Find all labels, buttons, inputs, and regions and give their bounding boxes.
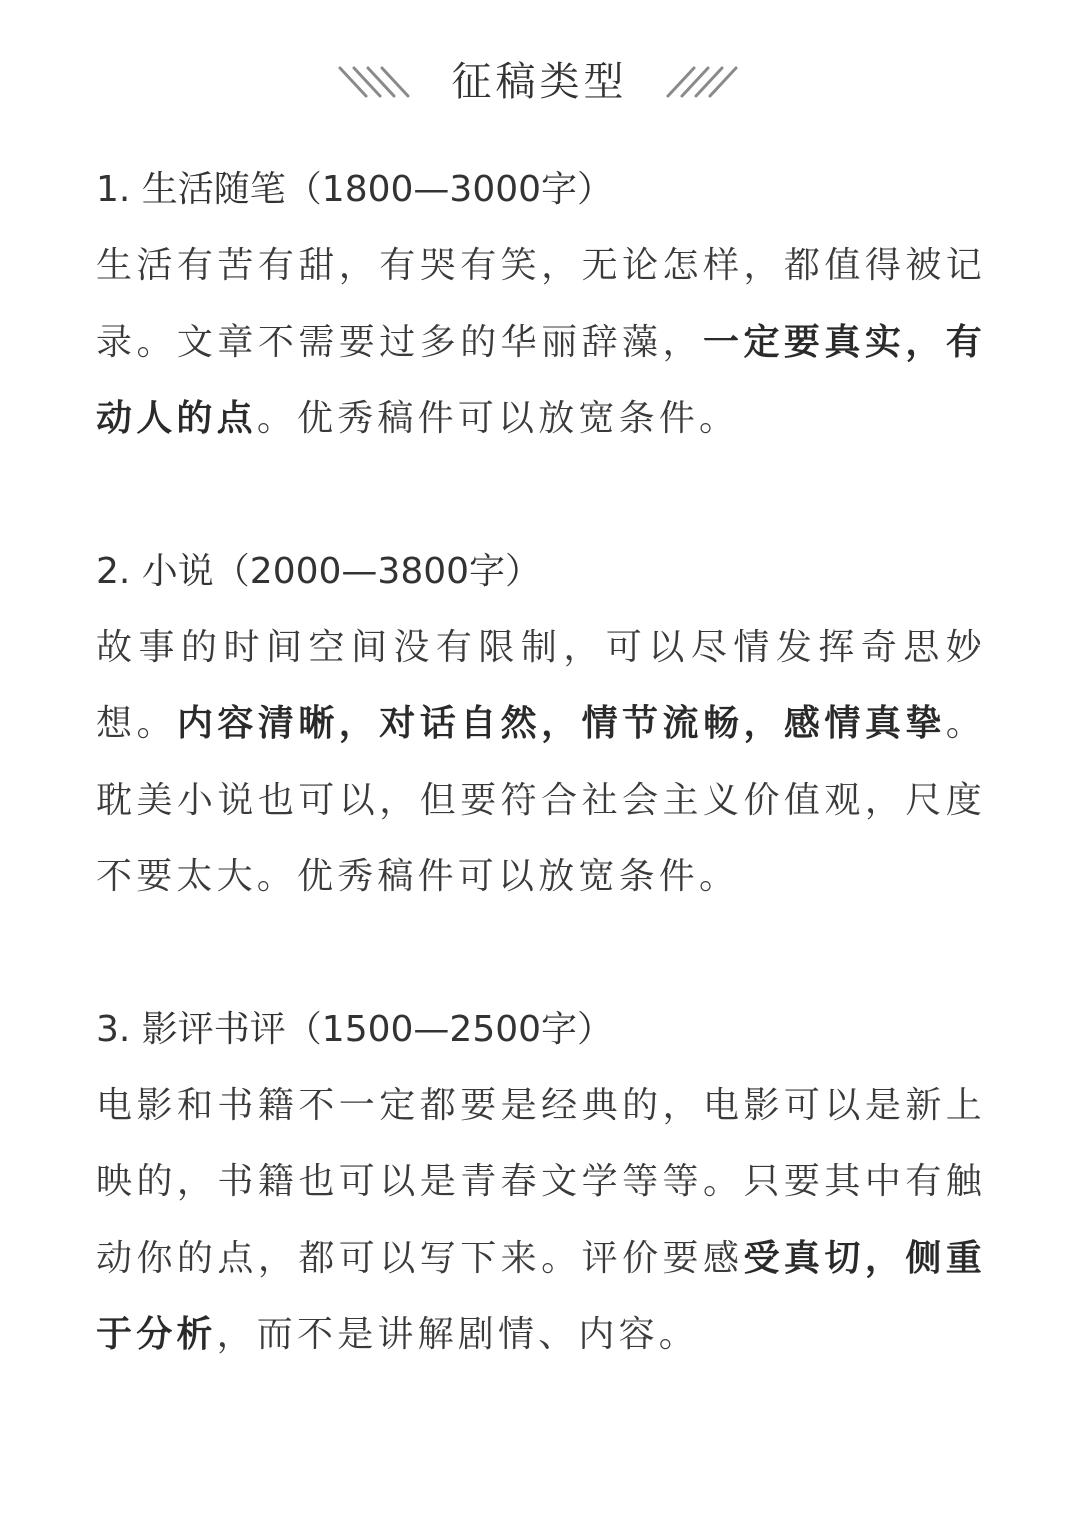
body-text-bold: 受真切，侧重于分析 bbox=[96, 1237, 987, 1355]
section-body bbox=[96, 610, 986, 916]
section-review bbox=[96, 992, 986, 1374]
section-title: 3. 影评书评（1500—2500字） bbox=[96, 1008, 614, 1050]
body-text: 电影和书籍不一定都要是经典的，电影可以是新上映的，书籍也可以是青春文学等等。只要其中有触动你的点，都可以写下来。评价要感 bbox=[96, 1084, 986, 1279]
section-essay bbox=[96, 152, 986, 458]
section-body bbox=[96, 1068, 986, 1374]
body-text: ，而不是讲解剧情、内容。 bbox=[216, 1314, 700, 1355]
header bbox=[0, 52, 1079, 112]
body-text: 。耽美小说也可以，但要符合社会主义价值观，尺度不要太大。优秀稿件可以放宽条件。 bbox=[96, 703, 986, 897]
section-body bbox=[96, 228, 986, 458]
content bbox=[96, 152, 986, 1450]
body-text: 。优秀稿件可以放宽条件。 bbox=[256, 398, 740, 439]
section-title: 1. 生活随笔（1800—3000字） bbox=[96, 169, 614, 210]
body-text-bold: 内容清晰，对话自然，情节流畅，感情真挚 bbox=[176, 703, 946, 744]
hatch-left-icon bbox=[336, 64, 416, 100]
body-text: 故事的时间空间没有限制，可以尽情发挥奇思妙想。 bbox=[96, 626, 986, 744]
page-title: 征稿类型 bbox=[451, 59, 628, 105]
hatch-right-icon bbox=[664, 64, 744, 100]
section-title: 2. 小说（2000—3800字） bbox=[96, 550, 542, 592]
section-novel bbox=[96, 534, 986, 916]
body-text: 生活有苦有甜，有哭有笑，无论怎样，都值得被记录。文章不需要过多的华丽辞藻， bbox=[96, 245, 986, 363]
body-text-bold: 一定要真实，有动人的点 bbox=[96, 321, 986, 439]
